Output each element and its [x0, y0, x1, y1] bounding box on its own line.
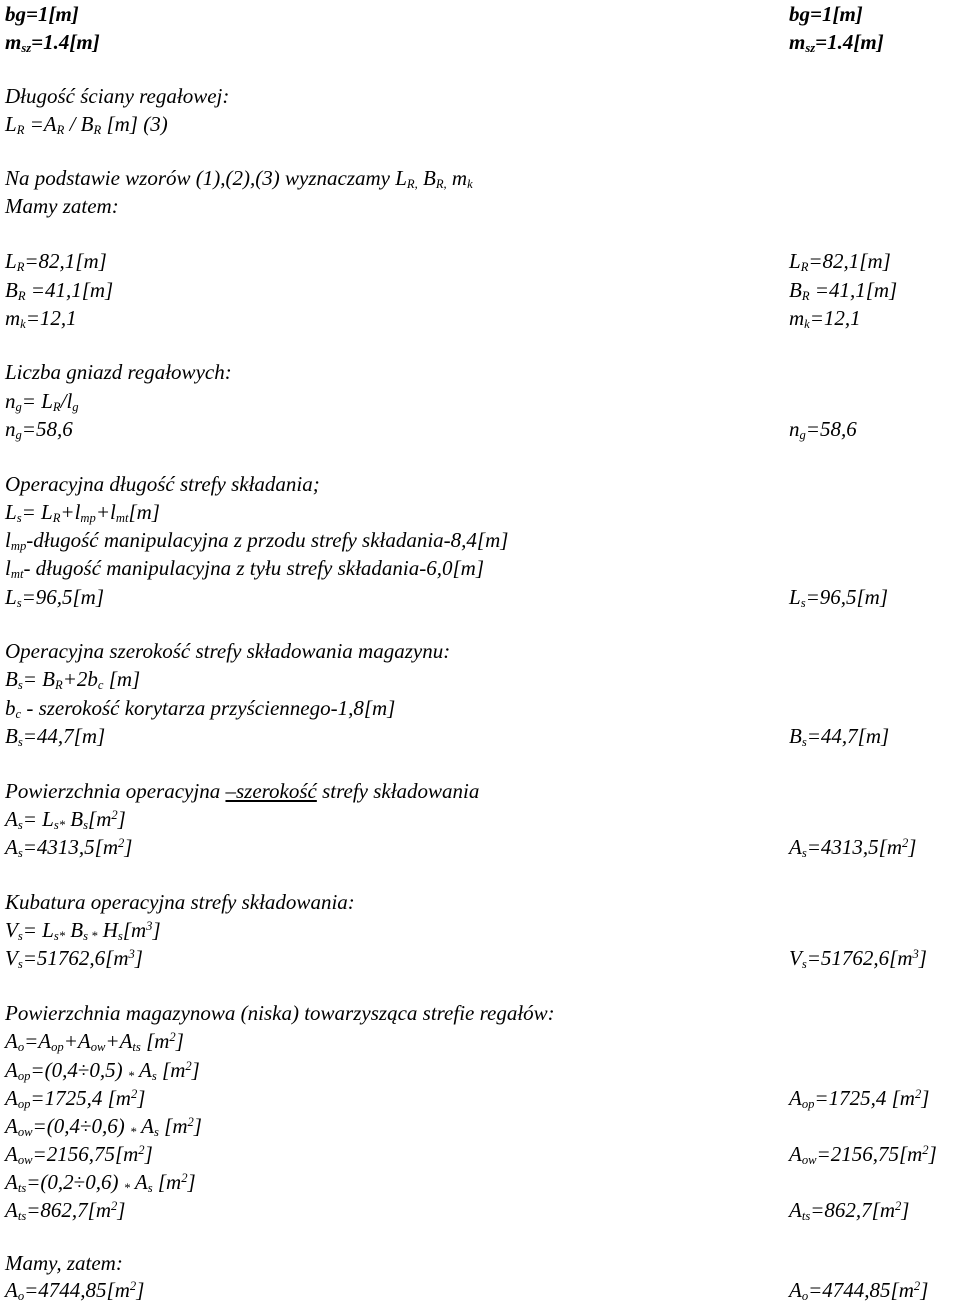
subscript: ow — [17, 1153, 33, 1168]
subscript: c — [97, 678, 104, 693]
subscript: R — [16, 260, 25, 275]
text: +A — [63, 1029, 91, 1053]
text: =1.4[m] — [815, 30, 884, 54]
text: =12,1 — [809, 306, 861, 330]
text: Operacyjna długość strefy składania; — [5, 472, 320, 496]
subscript: o — [17, 1040, 25, 1055]
text: =82,1[m] — [24, 249, 107, 273]
subscript: s — [117, 929, 123, 944]
bg-value-left — [5, 2, 79, 26]
text: A — [789, 1278, 802, 1302]
text: ] — [136, 1278, 145, 1302]
subscript: R — [16, 123, 25, 138]
bc-definition — [5, 696, 395, 720]
text: =(0,4 — [32, 1114, 80, 1138]
text: =862,7[m — [26, 1198, 111, 1222]
text: Liczba gniazd regałowych: — [5, 360, 232, 384]
text: =4744,85[m — [24, 1278, 130, 1302]
text: =96,5[m] — [805, 585, 889, 609]
text: ] — [901, 1198, 910, 1222]
text: B — [417, 166, 436, 190]
text: ] — [918, 946, 927, 970]
superscript: 2 — [130, 1087, 138, 1102]
text: L — [5, 585, 17, 609]
ao-value-left — [5, 1278, 144, 1302]
as-formula — [5, 807, 126, 831]
br-value-left — [5, 278, 113, 302]
text: ] — [137, 1086, 146, 1110]
text: m — [5, 306, 21, 330]
subscript: ts — [132, 1040, 141, 1055]
ng-formula — [5, 389, 79, 413]
text: =82,1[m] — [808, 249, 891, 273]
ao-value-right — [789, 1278, 928, 1302]
subscript: R, — [435, 177, 447, 192]
text: [m — [88, 807, 112, 831]
subscript: k — [804, 317, 810, 332]
superscript: 2 — [138, 1143, 145, 1158]
aop-formula — [5, 1058, 200, 1082]
text: =A — [24, 112, 57, 136]
subscript: mt — [10, 567, 24, 582]
text: ] — [921, 1086, 930, 1110]
bs-formula — [5, 667, 140, 691]
subscript: g — [72, 400, 79, 415]
subscript: ts — [17, 1209, 27, 1224]
text: n — [5, 389, 16, 413]
text: A — [129, 1170, 148, 1194]
text: +l — [95, 500, 116, 524]
text: ] — [908, 835, 917, 859]
shelf-slots-heading — [5, 360, 232, 384]
as-value-right — [789, 835, 916, 859]
aow-value-left — [5, 1142, 153, 1166]
text: bg=1[m] — [5, 2, 79, 26]
subscript: mt — [115, 511, 129, 526]
subscript: R — [52, 511, 61, 526]
text: =(0,2 — [26, 1170, 74, 1194]
lmp-definition — [5, 528, 508, 552]
text: =51762,6[m — [806, 946, 913, 970]
text: A — [136, 1114, 154, 1138]
bg-value-right — [789, 2, 863, 26]
text: ] — [117, 1198, 126, 1222]
bs-value-right — [789, 724, 889, 748]
subscript: R — [800, 260, 809, 275]
text: Operacyjna szerokość strefy składowania magazynu: — [5, 639, 451, 663]
text: A — [789, 1142, 802, 1166]
subscript: s — [801, 846, 807, 861]
subscript: k — [20, 317, 26, 332]
subscript: s — [17, 929, 23, 944]
aop-value-left — [5, 1086, 145, 1110]
superscript: 2 — [185, 1059, 192, 1074]
text: n — [5, 417, 16, 441]
lr-formula — [5, 112, 168, 136]
text: A — [5, 1058, 18, 1082]
superscript: 2 — [111, 1199, 118, 1214]
text: =A — [24, 1029, 52, 1053]
division-sign: ÷ — [77, 1058, 90, 1082]
msz-value-left — [5, 30, 100, 54]
text: B — [5, 278, 18, 302]
text: A — [5, 1278, 18, 1302]
text: ] — [175, 1029, 184, 1053]
text: A — [789, 1198, 802, 1222]
text: L — [789, 249, 801, 273]
superscript: 2 — [118, 836, 125, 851]
br-value-right — [789, 278, 897, 302]
text: 0,6) — [91, 1114, 130, 1138]
text: - szerokość korytarza przyściennego-1,8[m] — [21, 696, 396, 720]
subscript: s * — [83, 929, 98, 944]
superscript: 3 — [146, 919, 153, 934]
operational-width-heading — [5, 639, 450, 663]
mk-value-left — [5, 306, 77, 330]
text: ] — [152, 918, 161, 942]
subscript: R — [801, 289, 810, 304]
text: L — [5, 112, 17, 136]
text: A — [5, 835, 18, 859]
text: Długość ściany regałowej: — [5, 84, 230, 108]
superscript: 2 — [914, 1087, 922, 1102]
ls-value-right — [789, 585, 888, 609]
subscript: g — [15, 400, 22, 415]
subscript: ts — [17, 1181, 27, 1196]
text: [m — [156, 1058, 186, 1082]
text: ] — [191, 1058, 200, 1082]
text: B — [789, 278, 802, 302]
text: [m — [152, 1170, 182, 1194]
subscript: R, — [406, 177, 418, 192]
text: l — [5, 528, 11, 552]
ats-value-right — [789, 1198, 909, 1222]
text: V — [5, 946, 18, 970]
text: +A — [105, 1029, 133, 1053]
we-have-so-label — [5, 1251, 123, 1275]
text: bg=1[m] — [789, 2, 863, 26]
text: =4744,85[m — [808, 1278, 914, 1302]
text: =1.4[m] — [31, 30, 100, 54]
text: B — [65, 807, 84, 831]
subscript: s — [16, 511, 22, 526]
text: =(0,4 — [30, 1058, 78, 1082]
subscript: o — [17, 1289, 25, 1304]
text: [m — [140, 1029, 170, 1053]
ng-value-left — [5, 417, 73, 441]
subscript: s — [147, 1181, 153, 1196]
ats-formula — [5, 1170, 196, 1194]
ls-value-left — [5, 585, 104, 609]
text: =12,1 — [25, 306, 77, 330]
superscript: 2 — [129, 1279, 137, 1294]
text: = L — [22, 918, 54, 942]
text: A — [789, 835, 802, 859]
subscript: s — [17, 678, 23, 693]
ng-value-right — [789, 417, 857, 441]
text: [m — [122, 918, 147, 942]
text: =2156,75[m — [816, 1142, 923, 1166]
lr-value-right — [789, 249, 891, 273]
subscript: mp — [10, 539, 27, 554]
text: B — [789, 724, 802, 748]
operational-volume-heading — [5, 890, 355, 914]
subscript: s — [17, 735, 23, 750]
subscript: op — [17, 1097, 31, 1112]
subscript: ow — [17, 1125, 33, 1140]
aow-formula — [5, 1114, 202, 1138]
superscript: 2 — [913, 1279, 921, 1294]
msz-value-right — [789, 30, 884, 54]
text: 0,6) — [85, 1170, 124, 1194]
subscript: s — [17, 957, 23, 972]
operational-length-heading — [5, 472, 320, 496]
subscript: s — [16, 596, 22, 611]
text: =862,7[m — [810, 1198, 895, 1222]
superscript: 2 — [187, 1115, 194, 1130]
text: =41,1[m] — [809, 278, 898, 302]
subscript: ts — [801, 1209, 811, 1224]
superscript: 3 — [912, 947, 919, 962]
text: B — [65, 918, 84, 942]
subscript: op — [801, 1097, 815, 1112]
text: A — [5, 1142, 18, 1166]
text: = L — [22, 807, 54, 831]
subscript: mp — [80, 511, 96, 526]
text: B — [5, 667, 18, 691]
text: l — [5, 556, 11, 580]
subscript: s — [151, 1069, 157, 1084]
text: A — [5, 1114, 18, 1138]
subscript: s — [83, 818, 89, 833]
text: Na podstawie wzorów (1),(2),(3) wyznaczamy L — [5, 166, 407, 190]
text: ] — [187, 1170, 196, 1194]
vs-value-left — [5, 946, 143, 970]
storage-area-heading — [5, 1001, 555, 1025]
superscript: 3 — [128, 947, 135, 962]
we-have-label — [5, 194, 119, 218]
subscript: c — [15, 707, 22, 722]
text: +l — [60, 500, 81, 524]
text: A — [5, 1198, 18, 1222]
text: =44,7[m] — [806, 724, 890, 748]
subscript: s — [800, 596, 806, 611]
subscript: s — [153, 1125, 159, 1140]
text: - długość manipulacyjna z tyłu strefy składania-6,0[m] — [23, 556, 485, 580]
text: Mamy, zatem: — [5, 1251, 123, 1275]
ao-formula — [5, 1029, 184, 1053]
bs-value-left — [5, 724, 105, 748]
superscript: 2 — [181, 1171, 188, 1186]
text: A — [134, 1058, 152, 1082]
text: 0,5) — [89, 1058, 128, 1082]
superscript: 2 — [169, 1030, 176, 1045]
lr-value-left — [5, 249, 107, 273]
ats-value-left — [5, 1198, 125, 1222]
underlined-text: –szerokość — [225, 779, 317, 803]
text: [m — [158, 1114, 188, 1138]
subscript: sz — [805, 41, 816, 56]
subscript: * — [127, 1069, 135, 1084]
text: =44,7[m] — [22, 724, 106, 748]
subscript: * — [123, 1181, 130, 1196]
subscript: R — [52, 400, 61, 415]
subscript: g — [15, 428, 22, 443]
subscript: ow — [90, 1040, 106, 1055]
superscript: 2 — [902, 836, 909, 851]
subscript: g — [799, 428, 806, 443]
text: =41,1[m] — [25, 278, 114, 302]
text: ] — [193, 1114, 202, 1138]
subscript: R — [54, 678, 63, 693]
text: V — [789, 946, 802, 970]
subscript: op — [51, 1040, 64, 1055]
superscript: 2 — [895, 1199, 902, 1214]
text: L — [5, 500, 17, 524]
text: =51762,6[m — [22, 946, 129, 970]
shelf-wall-length-heading — [5, 84, 229, 108]
text: [m] (3) — [101, 112, 168, 136]
text: Mamy zatem: — [5, 194, 119, 218]
text: A — [5, 1170, 18, 1194]
subscript: op — [17, 1069, 31, 1084]
text: m — [789, 306, 805, 330]
subscript: ow — [801, 1153, 817, 1168]
text: =96,5[m] — [21, 585, 105, 609]
text: = B — [22, 667, 55, 691]
text: strefy składowania — [316, 779, 480, 803]
superscript: 2 — [922, 1143, 929, 1158]
superscript: 2 — [111, 808, 118, 823]
text: -długość manipulacyjna z przodu strefy składania-8,4[m] — [26, 528, 509, 552]
text: ] — [124, 835, 133, 859]
text: =58,6 — [805, 417, 857, 441]
text: n — [789, 417, 800, 441]
ls-formula — [5, 500, 160, 524]
text: m — [446, 166, 468, 190]
text: A — [5, 807, 18, 831]
aow-value-right — [789, 1142, 937, 1166]
text: [m] — [103, 667, 141, 691]
text: Powierzchnia operacyjna — [5, 779, 226, 803]
subscript: s — [17, 818, 23, 833]
subscript: * — [129, 1125, 137, 1140]
subscript: o — [801, 1289, 809, 1304]
subscript: k — [467, 177, 473, 192]
formulas-intro — [5, 166, 473, 190]
division-sign: ÷ — [73, 1170, 86, 1194]
text: L — [5, 249, 17, 273]
text: L — [789, 585, 801, 609]
text: A — [5, 1029, 18, 1053]
subscript: s — [801, 957, 807, 972]
subscript: s — [17, 846, 23, 861]
text: A — [5, 1086, 18, 1110]
subscript: s* — [53, 818, 66, 833]
lmt-definition — [5, 556, 484, 580]
text: ] — [928, 1142, 937, 1166]
text: / B — [64, 112, 94, 136]
mk-value-right — [789, 306, 861, 330]
text: B — [5, 724, 18, 748]
operational-area-heading — [5, 779, 479, 803]
text: =2156,75[m — [32, 1142, 139, 1166]
aop-value-right — [789, 1086, 929, 1110]
subscript: R — [93, 123, 102, 138]
subscript: s* — [53, 929, 66, 944]
text: =1725,4 [m — [814, 1086, 915, 1110]
text: = L — [21, 389, 53, 413]
text: m — [789, 30, 806, 54]
text: =1725,4 [m — [30, 1086, 131, 1110]
subscript: s — [801, 735, 807, 750]
subscript: R — [17, 289, 26, 304]
vs-value-right — [789, 946, 927, 970]
text: m — [5, 30, 22, 54]
text: /l — [60, 389, 73, 413]
subscript: sz — [21, 41, 32, 56]
division-sign: ÷ — [79, 1114, 92, 1138]
text: Powierzchnia magazynowa (niska) towarzysząca strefie regałów: — [5, 1001, 555, 1025]
text: H — [97, 918, 118, 942]
as-value-left — [5, 835, 132, 859]
vs-formula — [5, 918, 161, 942]
text: ] — [144, 1142, 153, 1166]
text: =4313,5[m — [806, 835, 902, 859]
text: Kubatura operacyjna strefy składowania: — [5, 890, 355, 914]
text: V — [5, 918, 18, 942]
subscript: R — [56, 123, 65, 138]
text: = L — [21, 500, 53, 524]
text: =58,6 — [21, 417, 73, 441]
text: b — [5, 696, 16, 720]
text: ] — [117, 807, 126, 831]
text: A — [789, 1086, 802, 1110]
text: ] — [134, 946, 143, 970]
text: +2b — [62, 667, 98, 691]
text: =4313,5[m — [22, 835, 118, 859]
text: ] — [920, 1278, 929, 1302]
text: [m] — [128, 500, 160, 524]
